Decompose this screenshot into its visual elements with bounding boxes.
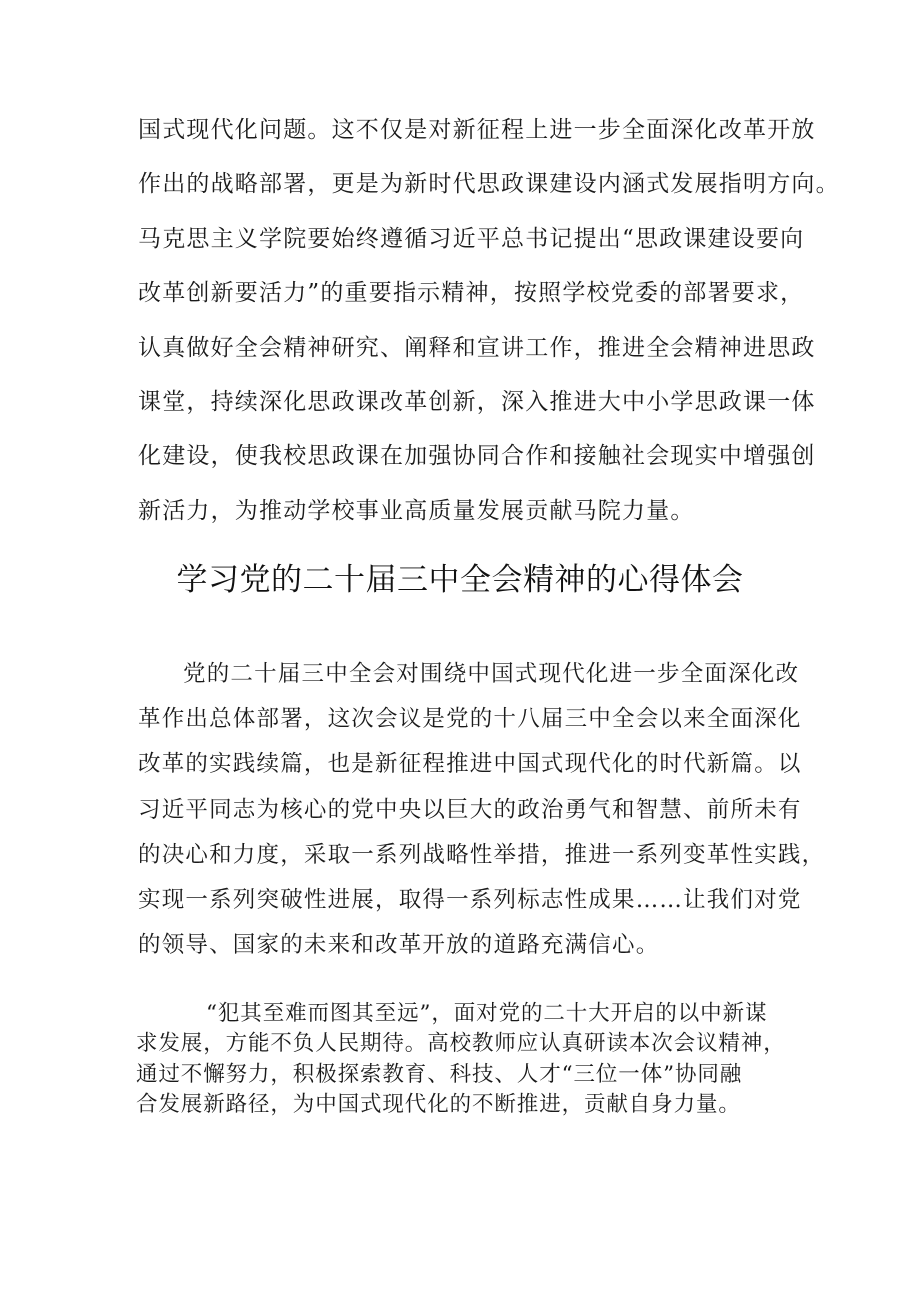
paragraph-line: 的决心和力度，采取一系列战略性举措，推进一系列变革性实践， bbox=[138, 841, 826, 868]
paragraph-line: 的领导、国家的未来和改革开放的道路充满信心。 bbox=[138, 932, 660, 959]
paragraph-line: 认真做好全会精神研究、阐释和宣讲工作，推进全会精神进思政 bbox=[138, 334, 816, 361]
paragraph-continued bbox=[138, 110, 840, 545]
paragraph-line: 课堂，持续深化思政课改革创新，深入推进大中小学思政课一体 bbox=[138, 388, 816, 415]
paragraph-line: 国式现代化问题。这不仅是对新征程上进一步全面深化改革开放 bbox=[138, 117, 816, 143]
article-title: 学习党的二十届三中全会精神的心得体会 bbox=[176, 562, 744, 598]
paragraph-line: 化建设，使我校思政课在加强协同合作和接触社会现实中增强创 bbox=[138, 443, 816, 470]
paragraph-intro bbox=[138, 655, 826, 971]
paragraph-line: 作出的战略部署，更是为新时代思政课建设内涵式发展指明方向。 bbox=[138, 171, 840, 198]
paragraph-line: 改革的实践续篇，也是新征程推进中国式现代化的时代新篇。以 bbox=[138, 751, 802, 778]
paragraph-line: 求发展，方能不负人民期待。高校教师应认真研读本次会议精神， bbox=[136, 1031, 786, 1057]
paragraph-line: 党的二十届三中全会对围绕中国式现代化进一步全面深化改 bbox=[183, 661, 800, 687]
paragraph-line: 革作出总体部署，这次会议是党的十八届三中全会以来全面深化 bbox=[138, 706, 802, 733]
paragraph-line: 通过不懈努力，积极探索教育、科技、人才“三位一体”协同融 bbox=[136, 1061, 743, 1087]
paragraph-line: 新活力，为推动学校事业高质量发展贡献马院力量。 bbox=[138, 497, 695, 524]
paragraph-line: 习近平同志为核心的党中央以巨大的政治勇气和智慧、前所未有 bbox=[138, 796, 802, 823]
paragraph-line: 实现一系列突破性进展，取得一系列标志性成果……让我们对党 bbox=[138, 886, 802, 913]
paragraph-line: 马克思主义学院要始终遵循习近平总书记提出“思政课建设要向 bbox=[138, 225, 805, 252]
paragraph-line: “犯其至难而图其至远”，面对党的二十大开启的以中新谋 bbox=[206, 1001, 768, 1026]
paragraph-conclusion bbox=[136, 1000, 796, 1121]
paragraph-line: 合发展新路径，为中国式现代化的不断推进，贡献自身力量。 bbox=[136, 1091, 741, 1117]
paragraph-line: 改革创新要活力”的重要指示精神，按照学校党委的部署要求， bbox=[138, 280, 805, 307]
